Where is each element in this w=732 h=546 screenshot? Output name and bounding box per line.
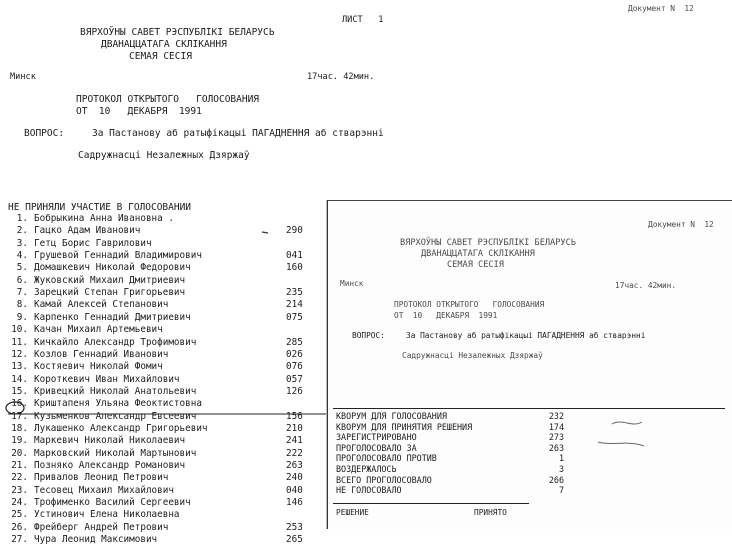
sheet2-protocol-title: ПРОТОКОЛ ОТКРЫТОГО ГОЛОСОВАНИЯ bbox=[394, 300, 545, 309]
list-item-number: 9. bbox=[16, 311, 28, 323]
list-item-name: Жуковский Михаил Дмитриевич bbox=[34, 274, 186, 286]
list-item-number: 18. bbox=[11, 422, 28, 434]
list-item-name: Козлов Геннадий Иванович bbox=[34, 348, 169, 360]
sheet1-question-text-2: Садружнасці Незалежных Дзяржаў bbox=[78, 150, 250, 161]
list-item-number: 2. bbox=[16, 225, 28, 237]
list-item-number: 12. bbox=[11, 348, 28, 360]
list-item-name: Чура Леонид Максимович bbox=[34, 534, 158, 546]
list-item-name: Марковский Николай Мартынович bbox=[34, 447, 197, 459]
list-item-code: 253 bbox=[286, 521, 303, 533]
list-item-number: 4. bbox=[16, 250, 28, 262]
scribble-mark bbox=[612, 422, 642, 424]
list-item-name: Короткевич Иван Михайлович bbox=[34, 373, 180, 385]
result-label: ПРОГОЛОСОВАЛО ПРОТИВ bbox=[336, 453, 437, 464]
list-item-number: 14. bbox=[11, 373, 28, 385]
result-label: ВОЗДЕРЖАЛОСЬ bbox=[336, 464, 397, 474]
sheet1-header-line-1: ВЯРХОЎНЫ САВЕТ РЭСПУБЛІКІ БЕЛАРУСЬ bbox=[80, 27, 275, 38]
result-value: 263 bbox=[548, 442, 564, 453]
list-item-name: Камай Алексей Степанович bbox=[34, 299, 169, 311]
sheet1-header-line-2: ДВАНАЦЦАТАГА СКЛІКАННЯ bbox=[101, 39, 227, 50]
list-item-code: 214 bbox=[286, 299, 303, 311]
result-value: 7 bbox=[558, 485, 564, 496]
list-item-number: 8. bbox=[16, 299, 28, 311]
list-item-name: Устинович Елена Николаевна bbox=[34, 509, 180, 521]
list-item-number: 6. bbox=[16, 274, 28, 286]
list-item-name: Зарецкий Степан Григорьевич bbox=[34, 287, 186, 299]
list-item-number: 19. bbox=[11, 435, 28, 447]
list-item-code: 241 bbox=[286, 435, 303, 447]
list-item-number: 17. bbox=[11, 410, 28, 422]
list-item-number: 10. bbox=[11, 324, 28, 336]
result-label: НЕ ГОЛОСОВАЛО bbox=[336, 485, 402, 496]
list-item-number: 21. bbox=[11, 460, 28, 471]
result-value: 1 bbox=[558, 453, 564, 464]
result-value: 232 bbox=[548, 411, 564, 421]
sheet2-doc-number: Документ N 12 bbox=[648, 220, 714, 229]
sheet1-question-label: ВОПРОС: bbox=[24, 128, 65, 139]
result-value: 3 bbox=[558, 464, 564, 474]
list-item-number: 23. bbox=[11, 484, 28, 496]
list-item-number: 13. bbox=[11, 361, 28, 373]
list-item-number: 7. bbox=[16, 287, 28, 299]
list-item-name: Позняко Александр Романович bbox=[34, 460, 186, 471]
sheet1-question-text: За Пастанову аб ратыфікацыі ПАГАДНЕННЯ аб стварэнні bbox=[92, 128, 384, 139]
list-item-name: Фрейберг Андрей Петрович bbox=[34, 521, 169, 533]
list-item-number: 15. bbox=[11, 385, 28, 397]
sheet2-header-line-1: ВЯРХОЎНЫ САВЕТ РЭСПУБЛІКІ БЕЛАРУСЬ bbox=[400, 238, 576, 248]
list-item-number: 24. bbox=[11, 497, 28, 509]
result-value: 174 bbox=[548, 421, 564, 432]
sheet1-doc-number: Документ N 12 bbox=[628, 4, 694, 13]
list-item-code: 076 bbox=[286, 361, 303, 373]
result-label: ПРОГОЛОСОВАЛО ЗА bbox=[336, 442, 417, 453]
list-item-number: 1. bbox=[16, 213, 28, 224]
result-label: КВОРУМ ДЛЯ ПРИНЯТИЯ РЕШЕНИЯ bbox=[336, 421, 473, 432]
list-item-code: 265 bbox=[286, 534, 303, 546]
list-item-code: 263 bbox=[286, 460, 303, 471]
sheet2-city: Минск bbox=[340, 279, 364, 288]
sheet2-header-line-3: СЕМАЯ СЕСІЯ bbox=[447, 260, 504, 270]
list-item-name: Карпенко Геннадий Дмитриевич bbox=[34, 311, 191, 323]
list-item-code: 290 bbox=[286, 225, 303, 237]
list-item-name: Домашкевич Николай Федорович bbox=[34, 262, 191, 274]
list-item-name: Трофименко Василий Сергеевич bbox=[34, 497, 191, 509]
list-item-number: 27. bbox=[11, 534, 28, 546]
list-item-name: Грушевой Геннадий Владимирович bbox=[34, 250, 202, 262]
list-item-name: Костяевич Николай Фомич bbox=[34, 361, 163, 373]
list-item-code: 026 bbox=[286, 348, 303, 360]
list-item-name: Кузьменков Александр Евсеевич bbox=[34, 410, 197, 422]
list-item-code: 075 bbox=[286, 311, 303, 323]
section-title: НЕ ПРИНЯЛИ УЧАСТИЕ В ГОЛОСОВАНИИ bbox=[8, 202, 192, 213]
list-item-name: Привалов Леонид Петрович bbox=[34, 472, 169, 484]
list-item bbox=[8, 534, 318, 546]
list-item-code: 146 bbox=[286, 497, 303, 509]
sheet1-city: Минск bbox=[10, 72, 36, 82]
list-item-code: 210 bbox=[286, 422, 303, 434]
list-item-name: Бобрыкина Анна Ивановна . bbox=[34, 213, 174, 224]
result-label: КВОРУМ ДЛЯ ГОЛОСОВАНИЯ bbox=[336, 411, 447, 421]
list-item-code: 222 bbox=[286, 447, 303, 459]
sheet2-header-line-2: ДВАНАЦЦАТАГА СКЛІКАННЯ bbox=[421, 249, 535, 259]
list-item-name: Маркевич Николай Николаевич bbox=[34, 435, 186, 447]
decision-value: ПРИНЯТО bbox=[474, 508, 507, 517]
sheet2-question-text: За Пастанову аб ратыфікацыі ПАГАДНЕННЯ аб стварэнні bbox=[406, 331, 646, 340]
result-value: 273 bbox=[548, 432, 564, 443]
result-value: 266 bbox=[548, 474, 564, 485]
result-label: ВСЕГО ПРОГОЛОСОВАЛО bbox=[336, 474, 432, 485]
list-item-code: 240 bbox=[286, 472, 303, 484]
result-label: ЗАРЕГИСТРИРОВАНО bbox=[336, 432, 417, 443]
list-item-number: 22. bbox=[11, 472, 28, 484]
sheet2-protocol-date: ОТ 10 ДЕКАБРЯ 1991 bbox=[394, 311, 498, 320]
sheet1-protocol-title: ПРОТОКОЛ ОТКРЫТОГО ГОЛОСОВАНИЯ bbox=[76, 94, 260, 105]
list-item-code: 057 bbox=[286, 373, 303, 385]
sheet1-header-line-3: СЕМАЯ СЕСІЯ bbox=[129, 51, 192, 62]
sheet1-time: 17час. 42мин. bbox=[307, 72, 375, 82]
list-item-number: 16. bbox=[11, 398, 28, 410]
sheet2-question-text-2: Садружнасці Незалежных Дзяржаў bbox=[402, 351, 543, 360]
list-item-name: Тесовец Михаил Михайлович bbox=[34, 484, 174, 496]
list-item-number: 5. bbox=[16, 262, 28, 274]
results-rule-bottom bbox=[333, 503, 529, 504]
list-item-code: 041 bbox=[286, 250, 303, 262]
list-item-name: Гетц Борис Гаврилович bbox=[34, 237, 152, 249]
list-item-name: Гацко Адам Иванович bbox=[34, 225, 141, 237]
list-item-number: 26. bbox=[11, 521, 28, 533]
list-item-code: 285 bbox=[286, 336, 303, 348]
list-item-name: Кичкайло Александр Трофимович bbox=[34, 336, 197, 348]
list-item-number: 20. bbox=[11, 447, 28, 459]
list-item-code: 235 bbox=[286, 287, 303, 299]
list-item-name: Кривецкий Николай Анатольевич bbox=[34, 385, 197, 397]
list-item-number: 11. bbox=[11, 336, 28, 348]
list-item-name: Качан Михаил Артемьевич bbox=[34, 324, 163, 336]
list-item-number: 25. bbox=[11, 509, 28, 521]
sheet1-protocol-date: ОТ 10 ДЕКАБРЯ 1991 bbox=[76, 106, 202, 117]
sheet1-list-number: ЛИСТ 1 bbox=[342, 15, 384, 25]
list-item-code: 156 bbox=[286, 410, 303, 422]
list-item-number: 3. bbox=[16, 237, 28, 249]
list-item-name: Криштапеня Ульяна Феоктистовна bbox=[34, 398, 202, 410]
sheet2-time: 17час. 42мин. bbox=[615, 281, 677, 290]
list-item-code: 126 bbox=[286, 385, 303, 397]
decision-label: РЕШЕНИЕ bbox=[336, 508, 369, 517]
scribble-mark-2 bbox=[598, 442, 644, 446]
sheet2-question-label: ВОПРОС: bbox=[352, 331, 385, 340]
list-item-code: 160 bbox=[286, 262, 303, 274]
list-item-code: 040 bbox=[286, 484, 303, 496]
list-item-name: Лукашенко Александр Григорьевич bbox=[34, 422, 208, 434]
